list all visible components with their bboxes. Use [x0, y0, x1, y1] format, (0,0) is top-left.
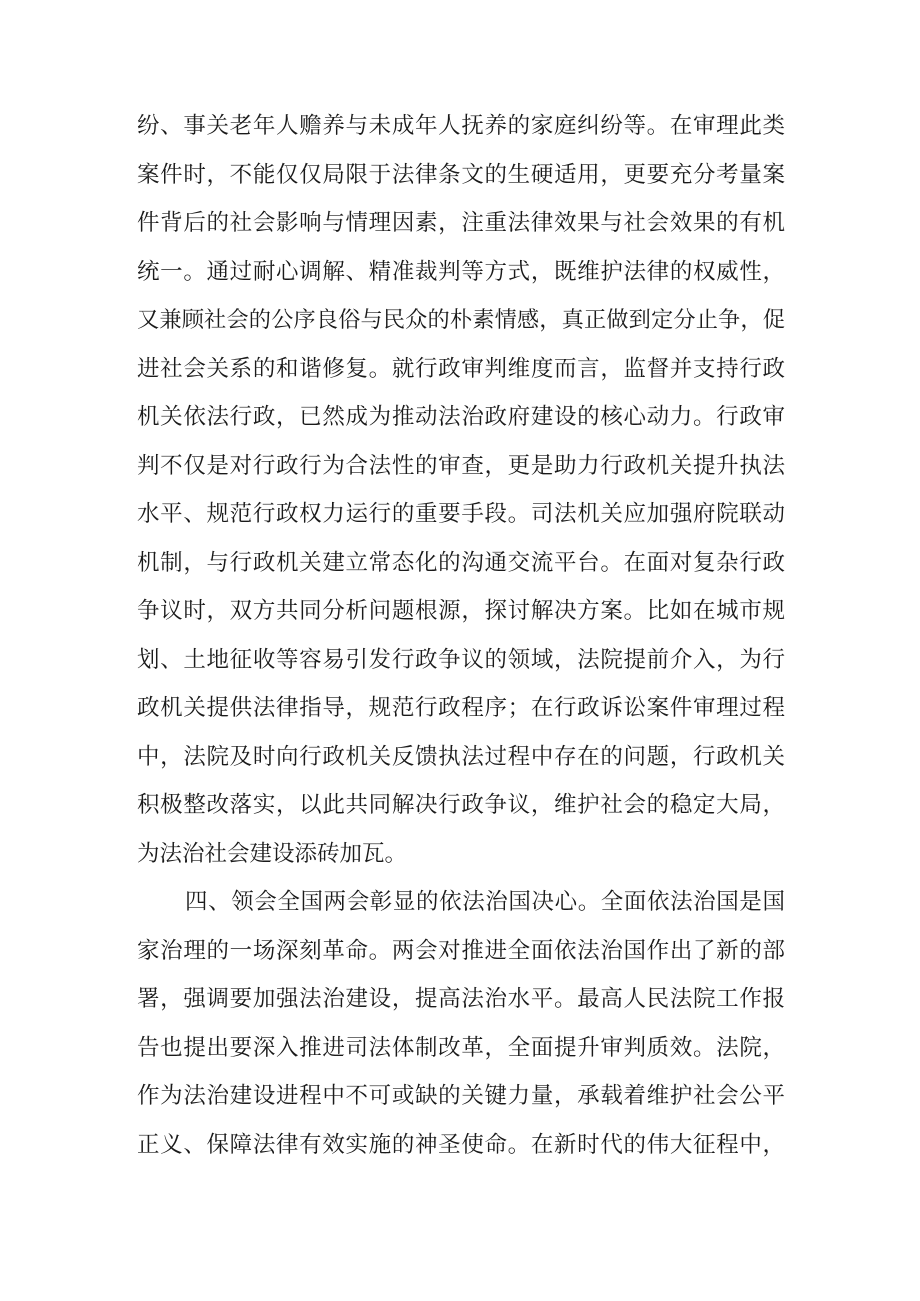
paragraph-line: 统一。通过耐心调解、精准裁判等方式，既维护法律的权威性， — [137, 258, 785, 285]
paragraph-line: 案件时，不能仅仅局限于法律条文的生硬适用，更要充分考量案 — [137, 161, 785, 188]
paragraph-line: 中，法院及时向行政机关反馈执法过程中存在的问题，行政机关 — [137, 743, 785, 770]
paragraph-2 — [137, 878, 785, 1169]
paragraph-line: 署，强调要加强法治建设，提高法治水平。最高人民法院工作报 — [137, 986, 785, 1012]
paragraph-line: 水平、规范行政权力运行的重要手段。司法机关应加强府院联动 — [137, 501, 785, 527]
paragraph-line: 家治理的一场深刻革命。两会对推进全面依法治国作出了新的部 — [137, 937, 785, 964]
paragraph-line: 件背后的社会影响与情理因素，注重法律效果与社会效果的有机 — [137, 210, 785, 236]
paragraph-line: 判不仅是对行政行为合法性的审查，更是助力行政机关提升执法 — [137, 452, 785, 479]
paragraph-line: 四、领会全国两会彰显的依法治国决心。全面依法治国是国 — [185, 889, 785, 915]
paragraph-line: 又兼顾社会的公序良俗与民众的朴素情感，真正做到定分止争，促 — [137, 307, 785, 333]
paragraph-line: 政机关提供法律指导，规范行政程序；在行政诉讼案件审理过程 — [137, 695, 785, 721]
paragraph-line: 纷、事关老年人赡养与未成年人抚养的家庭纠纷等。在审理此类 — [137, 113, 785, 139]
paragraph-line: 告也提出要深入推进司法体制改革，全面提升审判质效。法院， — [137, 1034, 785, 1061]
paragraph-line: 争议时，双方共同分析问题根源，探讨解决方案。比如在城市规 — [137, 598, 785, 624]
paragraph-line: 作为法治建设进程中不可或缺的关键力量，承载着维护社会公平 — [137, 1083, 785, 1109]
paragraph-line: 积极整改落实，以此共同解决行政争议，维护社会的稳定大局， — [137, 792, 785, 818]
paragraph-line: 划、土地征收等容易引发行政争议的领域，法院提前介入，为行 — [137, 646, 785, 673]
paragraph-line: 为法治社会建设添砖加瓦。 — [137, 840, 408, 867]
paragraph-line: 正义、保障法律有效实施的神圣使命。在新时代的伟大征程中， — [137, 1131, 785, 1158]
paragraph-1 — [137, 102, 785, 878]
paragraph-line: 机关依法行政，已然成为推动法治政府建设的核心动力。行政审 — [137, 404, 785, 430]
paragraph-line: 进社会关系的和谐修复。就行政审判维度而言，监督并支持行政 — [137, 355, 785, 382]
paragraph-line: 机制，与行政机关建立常态化的沟通交流平台。在面对复杂行政 — [137, 549, 785, 576]
